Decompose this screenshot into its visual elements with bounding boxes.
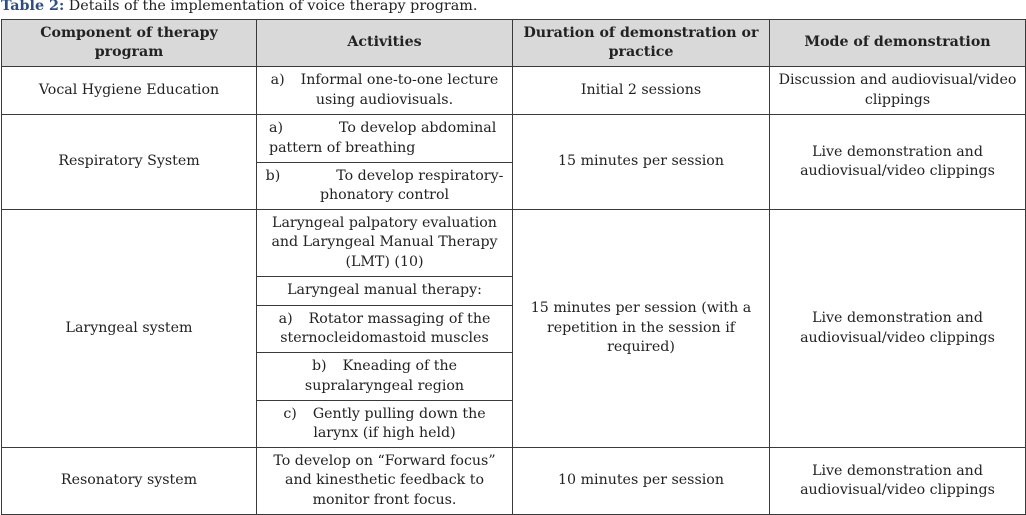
activity-laryngeal-b: [257, 353, 513, 401]
component-vocal-hygiene: Vocal Hygiene Education: [2, 67, 257, 115]
mode-laryngeal: Live demonstration and audiovisual/video clippings: [770, 210, 1026, 448]
table-row: [2, 115, 1026, 163]
mode-respiratory: Live demonstration and audiovisual/video clippings: [770, 115, 1026, 210]
activity-text: Informal one-to-one lecture using audiovisuals.: [300, 72, 499, 108]
list-marker: c): [283, 405, 297, 422]
activity-laryngeal-manual-therapy: Laryngeal manual therapy:: [257, 277, 513, 306]
component-respiratory: Respiratory System: [2, 115, 257, 210]
mode-vocal-hygiene: Discussion and audiovisual/video clippings: [770, 67, 1026, 115]
table-caption: [1, 0, 477, 15]
activity-laryngeal-c: [257, 401, 513, 448]
activity-respiratory-a: [257, 115, 513, 163]
header-activities: Activities: [257, 20, 513, 67]
table-row: [2, 210, 1026, 277]
duration-vocal-hygiene: Initial 2 sessions: [513, 67, 770, 115]
header-duration: Duration of demonstration or practice: [513, 20, 770, 67]
list-marker: b): [311, 358, 327, 375]
activity-text: To develop respiratory-phonatory control: [319, 167, 504, 203]
duration-resonatory: 10 minutes per session: [513, 448, 770, 515]
activity-text: Kneading of the supralaryngeal region: [304, 358, 465, 394]
component-laryngeal: Laryngeal system: [2, 210, 257, 448]
therapy-program-table: [1, 19, 1026, 515]
activity-laryngeal-evaluation: Laryngeal palpatory evaluation and Laryngeal Manual Therapy (LMT) (10): [257, 210, 513, 277]
component-resonatory: Resonatory system: [2, 448, 257, 515]
activity-laryngeal-a: [257, 306, 513, 353]
mode-resonatory: Live demonstration and audiovisual/video clippings: [770, 448, 1026, 515]
table-header-row: [2, 20, 1026, 67]
list-marker: a): [278, 310, 293, 327]
activity-respiratory-b: [257, 163, 513, 210]
activity-resonatory: To develop on “Forward focus” and kinesthetic feedback to monitor front focus.: [257, 448, 513, 515]
duration-respiratory: 15 minutes per session: [513, 115, 770, 210]
table-row: [2, 67, 1026, 115]
table-row: [2, 448, 1026, 515]
table-caption-text: Details of the implementation of voice therapy program.: [64, 0, 478, 14]
activity-vocal-hygiene: [257, 67, 513, 115]
activity-text: Rotator massaging of the sternocleidomastoid muscles: [280, 310, 491, 346]
list-marker: a): [269, 120, 283, 137]
table-caption-label: Table 2:: [1, 0, 65, 14]
activity-text: Gently pulling down the larynx (if high held): [312, 405, 486, 441]
list-marker: a): [270, 72, 285, 89]
duration-laryngeal: 15 minutes per session (with a repetition in the session if required): [513, 210, 770, 448]
list-marker: b): [265, 167, 281, 184]
header-component: Component of therapy program: [2, 20, 257, 67]
header-mode: Mode of demonstration: [770, 20, 1026, 67]
activity-text: To develop abdominal pattern of breathing: [269, 120, 497, 156]
